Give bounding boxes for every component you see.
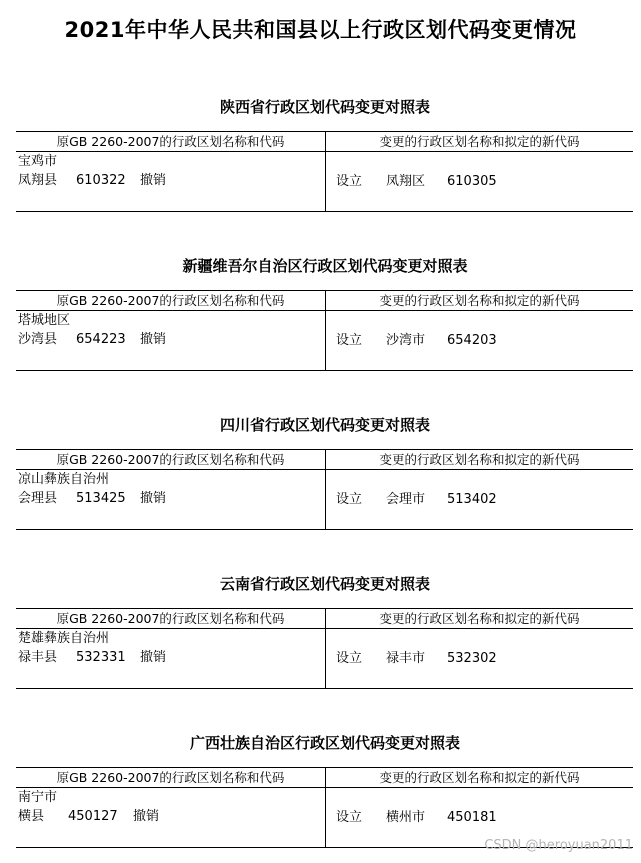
header-original: 原GB 2260-2007的行政区划名称和代码 bbox=[56, 452, 285, 467]
parent-region: 宝鸡市 bbox=[18, 154, 58, 169]
old-code: 532331 bbox=[76, 650, 126, 665]
comparison-table bbox=[16, 131, 633, 212]
old-name: 禄丰县 bbox=[18, 650, 58, 665]
column-divider bbox=[325, 609, 326, 688]
section-title: 陕西省行政区划代码变更对照表 bbox=[219, 98, 430, 116]
old-code: 513425 bbox=[76, 491, 126, 506]
column-divider bbox=[325, 291, 326, 370]
new-name: 禄丰市 bbox=[386, 651, 426, 666]
header-original: 原GB 2260-2007的行政区划名称和代码 bbox=[56, 611, 285, 626]
header-changed: 变更的行政区划名称和拟定的新代码 bbox=[379, 770, 580, 785]
header-original: 原GB 2260-2007的行政区划名称和代码 bbox=[56, 293, 285, 308]
new-name: 横州市 bbox=[386, 810, 426, 825]
header-changed: 变更的行政区划名称和拟定的新代码 bbox=[379, 452, 580, 467]
old-name: 横县 bbox=[18, 809, 45, 824]
comparison-table bbox=[16, 767, 633, 848]
new-code: 532302 bbox=[447, 651, 497, 666]
parent-region: 塔城地区 bbox=[18, 313, 71, 328]
header-changed: 变更的行政区划名称和拟定的新代码 bbox=[379, 293, 580, 308]
new-action: 设立 bbox=[336, 810, 363, 825]
new-name: 沙湾市 bbox=[386, 333, 426, 348]
new-action: 设立 bbox=[336, 174, 363, 189]
parent-region: 楚雄彝族自治州 bbox=[18, 631, 110, 646]
comparison-table bbox=[16, 608, 633, 689]
comparison-table bbox=[16, 449, 633, 530]
old-name: 沙湾县 bbox=[18, 332, 58, 347]
section-title: 云南省行政区划代码变更对照表 bbox=[219, 575, 430, 593]
old-code: 450127 bbox=[68, 809, 118, 824]
header-changed: 变更的行政区划名称和拟定的新代码 bbox=[379, 611, 580, 626]
new-name: 会理市 bbox=[386, 492, 426, 507]
parent-region: 南宁市 bbox=[18, 790, 58, 805]
column-divider bbox=[325, 450, 326, 529]
new-code: 610305 bbox=[447, 174, 497, 189]
new-action: 设立 bbox=[336, 651, 363, 666]
new-code: 450181 bbox=[447, 810, 497, 825]
old-name: 凤翔县 bbox=[18, 173, 58, 188]
comparison-table bbox=[16, 290, 633, 371]
section-title: 广西壮族自治区行政区划代码变更对照表 bbox=[189, 734, 460, 752]
new-code: 654203 bbox=[447, 333, 497, 348]
new-action: 设立 bbox=[336, 333, 363, 348]
page-title: 2021年中华人民共和国县以上行政区划代码变更情况 bbox=[64, 18, 577, 42]
new-action: 设立 bbox=[336, 492, 363, 507]
column-divider bbox=[325, 132, 326, 211]
section-title: 新疆维吾尔自治区行政区划代码变更对照表 bbox=[182, 257, 468, 275]
new-code: 513402 bbox=[447, 492, 497, 507]
section-title: 四川省行政区划代码变更对照表 bbox=[219, 416, 430, 434]
header-original: 原GB 2260-2007的行政区划名称和代码 bbox=[56, 770, 285, 785]
new-name: 凤翔区 bbox=[386, 174, 426, 189]
old-name: 会理县 bbox=[18, 491, 58, 506]
header-changed: 变更的行政区划名称和拟定的新代码 bbox=[379, 134, 580, 149]
old-code: 610322 bbox=[76, 173, 126, 188]
action: 撤销 bbox=[140, 173, 167, 188]
old-code: 654223 bbox=[76, 332, 126, 347]
action: 撤销 bbox=[140, 491, 167, 506]
action: 撤销 bbox=[140, 332, 167, 347]
action: 撤销 bbox=[140, 650, 167, 665]
watermark-text: CSDN @heroyuan2011 bbox=[484, 838, 633, 853]
header-original: 原GB 2260-2007的行政区划名称和代码 bbox=[56, 134, 285, 149]
action: 撤销 bbox=[133, 809, 160, 824]
parent-region: 凉山彝族自治州 bbox=[18, 472, 110, 487]
column-divider bbox=[325, 768, 326, 847]
